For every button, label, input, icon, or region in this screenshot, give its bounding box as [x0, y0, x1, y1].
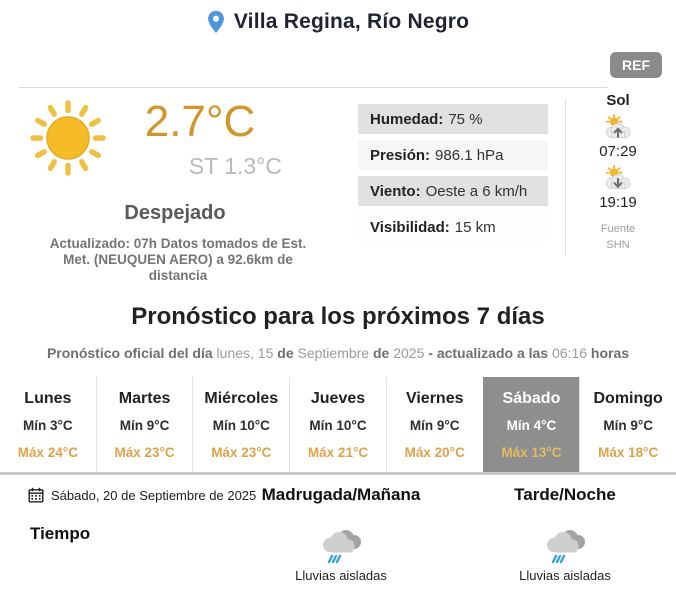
visibility-value: 15 km	[454, 218, 496, 236]
current-stats-panel	[358, 104, 548, 248]
day-max-temp: Máx 20°C	[404, 445, 465, 460]
rain-cloud-icon-evening	[541, 525, 589, 567]
page-title: Villa Regina, Río Negro	[233, 10, 470, 33]
day-name: Domingo	[593, 390, 663, 407]
forecast-title: Pronóstico para los próximos 7 días	[131, 303, 545, 330]
sunset-time: 19:19	[599, 194, 637, 211]
day-column-jueves[interactable]	[289, 377, 386, 472]
day-column-viernes[interactable]	[386, 377, 483, 472]
day-column-sabado-selected[interactable]	[483, 377, 580, 472]
forecast-subtitle	[0, 345, 676, 361]
day-min-temp: Mín 9°C	[409, 418, 460, 433]
period-header-evening: Tarde/Noche	[514, 485, 616, 504]
wind-label: Viento:	[370, 182, 421, 200]
seven-day-forecast	[0, 377, 676, 472]
day-max-temp: Máx 21°C	[307, 445, 369, 460]
day-max-temp: Máx 18°C	[598, 445, 659, 460]
sun-source-line1: Fuente	[600, 223, 636, 235]
vertical-divider	[565, 100, 566, 256]
day-name: Lunes	[24, 390, 72, 407]
sunset-icon	[602, 165, 634, 192]
sunrise-icon	[602, 114, 634, 141]
humidity-value: 75 %	[448, 110, 483, 128]
sun-source	[582, 222, 654, 254]
day-max-temp: Máx 23°C	[114, 445, 175, 460]
day-column-domingo[interactable]	[579, 377, 676, 472]
stat-row-pressure	[358, 140, 548, 170]
location-pin-icon	[207, 10, 225, 34]
condition-evening: Lluvias aisladas	[519, 568, 611, 583]
sun-times-panel	[582, 92, 654, 254]
pressure-value: 986.1 hPa	[435, 146, 504, 164]
feels-like-temperature: ST 1.3°C	[188, 153, 282, 179]
day-name: Jueves	[310, 390, 366, 407]
day-name: Viernes	[405, 390, 464, 407]
current-condition: Despejado	[124, 202, 226, 224]
wind-value: Oeste a 6 km/h	[425, 182, 528, 200]
day-min-temp: Mín 10°C	[212, 418, 270, 433]
subtitle-part: Septiembre	[297, 345, 373, 361]
station-update-note: Actualizado: 07h Datos tomados de Est. Met. (NEUQUEN AERO) a 92.6km de distancia	[49, 236, 307, 283]
sun-icon	[28, 98, 108, 178]
day-min-temp: Mín 9°C	[119, 418, 170, 433]
subtitle-part: 2025	[393, 345, 429, 361]
subtitle-part: - actualizado a las	[428, 345, 552, 361]
condition-morning: Lluvias aisladas	[295, 568, 387, 583]
stat-row-wind	[358, 176, 548, 206]
subtitle-part: 06:16	[551, 345, 591, 361]
subtitle-part: de	[277, 345, 298, 361]
period-header-morning: Madrugada/Mañana	[261, 485, 421, 504]
visibility-label: Visibilidad:	[370, 218, 450, 236]
sunrise-time: 07:29	[599, 143, 637, 160]
table-bottom-border	[0, 472, 676, 475]
weather-row-label: Tiempo	[30, 524, 91, 543]
stat-row-visibility	[358, 212, 548, 242]
day-min-temp: Mín 10°C	[309, 418, 367, 433]
day-min-temp: Mín 3°C	[23, 418, 73, 433]
day-column-martes[interactable]	[96, 377, 193, 472]
day-name: Martes	[118, 390, 171, 407]
day-name: Miércoles	[204, 390, 279, 407]
day-max-temp: Máx 24°C	[17, 445, 78, 460]
selected-day-date-text: Sábado, 20 de Septiembre de 2025	[51, 487, 257, 503]
subtitle-part: lunes, 15	[216, 345, 278, 361]
location-header	[0, 10, 676, 34]
humidity-label: Humedad:	[370, 110, 444, 128]
day-name: Sábado	[502, 390, 561, 407]
day-min-temp: Mín 4°C	[506, 418, 557, 433]
ref-button[interactable]: REF	[610, 52, 662, 78]
sun-source-line2: SHN	[606, 238, 630, 251]
sun-panel-title: Sol	[606, 92, 630, 109]
day-max-temp: Máx 23°C	[211, 445, 272, 460]
header-divider	[18, 87, 608, 88]
subtitle-part: horas	[590, 345, 630, 361]
selected-day-date	[28, 487, 256, 503]
subtitle-part: Pronóstico oficial del día	[46, 345, 217, 361]
rain-cloud-icon-morning	[317, 525, 365, 567]
current-temperature: 2.7°C	[144, 97, 256, 146]
day-min-temp: Mín 9°C	[603, 418, 653, 433]
calendar-icon	[28, 487, 44, 503]
day-max-temp: Máx 13°C	[501, 445, 562, 460]
day-column-miercoles[interactable]	[192, 377, 289, 472]
stat-row-humidity	[358, 104, 548, 134]
pressure-label: Presión:	[370, 146, 431, 164]
subtitle-part: de	[372, 345, 394, 361]
day-column-lunes[interactable]	[0, 377, 96, 472]
